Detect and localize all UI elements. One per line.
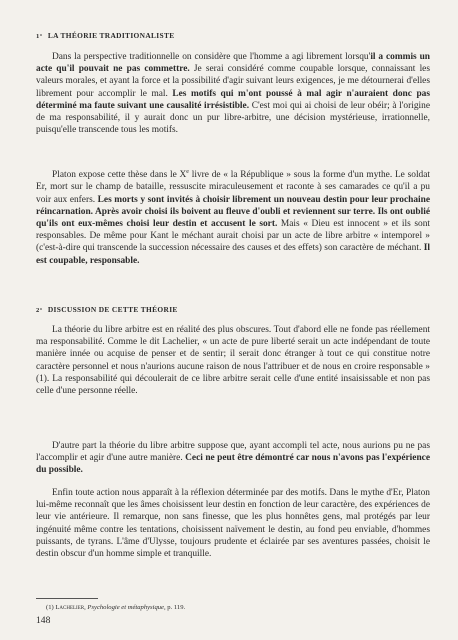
section-2-number: 2° bbox=[36, 307, 43, 314]
text-run: Ceci ne peut être démontré car nous n'avons pas l'expérience du possible. bbox=[36, 453, 430, 476]
text-run: livre de « la République » sous la forme d'un mythe. Le soldat Er, mort sur le champ de bataille, ressuscite miraculeusement et raconte à ses camarades ce qu'il a pu voir aux enfers. bbox=[36, 170, 430, 205]
footnote-work: Psychologie et métaphysique, bbox=[87, 604, 166, 611]
text-run: e bbox=[186, 169, 189, 175]
footnote-marker: (1) bbox=[46, 604, 54, 611]
section-2-paragraph-1 bbox=[36, 324, 430, 397]
section-2-paragraph-3 bbox=[36, 487, 430, 560]
section-2-title: DISCUSSION DE CETTE THÉORIE bbox=[47, 305, 178, 314]
footnote bbox=[46, 604, 185, 611]
footnote-author: Lachelier, bbox=[55, 604, 86, 611]
section-2-paragraph-2 bbox=[36, 440, 430, 477]
section-1-title: LA THÉORIE TRADITIONALISTE bbox=[47, 31, 175, 40]
text-run: Dans la perspective traditionnelle on considère que l'homme a agi librement lorsqu' bbox=[52, 52, 371, 62]
section-2-heading bbox=[36, 305, 178, 314]
footnote-page: p. 119. bbox=[167, 604, 186, 611]
text-run: La théorie du libre arbitre est en réalité des plus obscures. Tout d'abord elle ne fonde pas réellement ma responsabilité. Comme le dit Lachelier, « un acte de pure liberté serait un acte indépendant de toute manière innée ou acquise de penser et de sentir; il serait donc étranger à tout ce qui constitue notre caractère personnel et nous n'aurions aucune raison de nous l'attribuer et de nous en croire responsable » (1). La responsabilité qui découlerait de ce libre arbitre serait celle d'une entité insaisissable et non pas celle d'une personne réelle. bbox=[36, 325, 430, 397]
text-run: Je serai considéré comme coupable lorsque, connaissant les valeurs morales, et ayant la force et la possibilité d'agir suivant leurs exigences, je me détournerai d'elles librement pour accomplir le mal. bbox=[36, 64, 430, 99]
section-1-number: 1° bbox=[36, 33, 43, 40]
text-run: Mais « Dieu est innocent » et ils sont responsables. De même pour Kant le méchant aurait choisi par un acte de libre arbitre « intemporel » (c'est-à-dire qui transcende la succession nécessaire des causes et des effets) son caractère de méchant. bbox=[36, 218, 430, 254]
text-run: D'autre part la théorie du libre arbitre suppose que, ayant accompli tel acte, nous aurions pu ne pas l'accomplir et agir d'une autre manière. bbox=[36, 441, 430, 464]
page-number: 148 bbox=[36, 615, 51, 626]
text-run: C'est moi qui ai choisi de leur obéir; à l'origine de ma responsabilité, il y aurait donc un pur libre-arbitre, une décision mystérieuse, irrationnelle, puisqu'elle transcende tous les motifs. bbox=[36, 100, 430, 136]
footnote-divider bbox=[36, 598, 98, 599]
section-1-paragraph-2 bbox=[36, 166, 430, 267]
text-run: Les morts y sont invités à choisir librement un nouveau destin pour leur prochaine réincarnation. Après avoir choisi ils boivent au fleuve d'oubli et reviennent sur terre. Ils ont oublié qu'ils ont eux-mêmes choisi leur destin et accusent le sort. bbox=[36, 194, 430, 229]
text-run: Les motifs qui m'ont poussé à mal agir n'auraient donc pas déterminé ma faute suivant une causalité irrésistible. bbox=[36, 88, 430, 111]
section-1-paragraph-1 bbox=[36, 51, 430, 136]
section-1-heading bbox=[36, 31, 175, 40]
text-run: Enfin toute action nous apparaît à la réflexion déterminée par des motifs. Dans le mythe d'Er, Platon lui-même reconnaît que les âmes choisissent leur destin en fonction de leur caractère, des expériences de leur vie antérieure. Il remarque, non sans finesse, que les plus honnêtes gens, mal protégés par leur ingénuité même contre les tentations, choisissent naïvement le destin, au fond peu enviable, d'hommes puissants, de tyrans. L'âme d'Ulysse, toujours prudente et éclairée par ses aventures passées, choisit le destin obscur d'un homme simple et tranquille. bbox=[36, 488, 430, 560]
text-run: il a commis un acte qu'il pouvait ne pas commettre. bbox=[36, 52, 430, 75]
text-run: Il est coupable, responsable. bbox=[36, 243, 430, 266]
text-run: Platon expose cette thèse dans le X bbox=[52, 170, 187, 181]
